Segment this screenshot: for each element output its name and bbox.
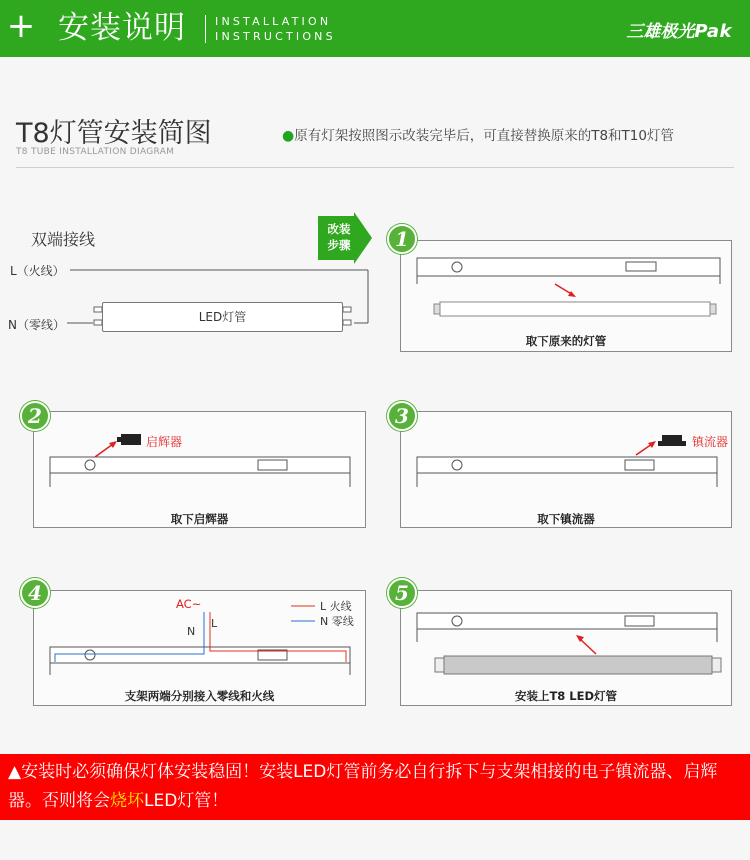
- step-4-caption: 支架两端分别接入零线和火线: [124, 689, 275, 703]
- step-2-caption: 取下启辉器: [170, 512, 229, 526]
- step-number-4: 4: [20, 578, 50, 608]
- section-divider: [16, 167, 734, 168]
- header-banner: [0, 0, 750, 57]
- ballast-label: 镇流器: [692, 435, 729, 449]
- section-subtitle: T8 TUBE INSTALLATION DIAGRAM: [16, 147, 175, 157]
- right-pin-bottom: [343, 320, 351, 325]
- header-divider: [205, 15, 206, 43]
- legend-neutral: N 零线: [320, 615, 354, 628]
- starter-label: 启辉器: [146, 435, 183, 449]
- left-pin-top: [94, 307, 102, 312]
- wiring-diagram: [0, 180, 400, 360]
- step-number-1: 1: [387, 224, 417, 254]
- step-arrow-label: [320, 221, 358, 253]
- section-note-text: 原有灯架按照图示改装完毕后，可直接替换原来的T8和T10灯管: [294, 128, 674, 144]
- warning-highlight: 烧坏: [110, 791, 144, 811]
- step-arrow-line1: 改装: [327, 222, 351, 236]
- brand-en: Pak: [694, 21, 732, 42]
- step-5-caption: 安装上T8 LED灯管: [514, 689, 618, 703]
- step-number-5: 5: [387, 578, 417, 608]
- warning-prefix: ▲安装时必须确保灯体安装稳固！安装LED灯管前务必自行拆下与支架相接的电子镇流器、启辉器。否则将会: [8, 762, 718, 811]
- section-note: [282, 124, 674, 144]
- led-tube-label: LED灯管: [198, 310, 247, 324]
- wiring-title: 双端接线: [31, 230, 96, 249]
- step-1-caption: 取下原来的灯管: [525, 334, 607, 348]
- ac-label: AC~: [176, 597, 202, 611]
- step-number-2: 2: [20, 401, 50, 431]
- neutral-wire-label: N（零线）: [8, 318, 65, 332]
- live-l-label: L: [211, 617, 218, 630]
- brand-logo: [626, 17, 732, 42]
- warning-suffix: LED灯管！: [144, 791, 229, 811]
- left-pin-bottom: [94, 320, 102, 325]
- step-3-caption: 取下镇流器: [537, 512, 595, 526]
- right-pin-top: [343, 307, 351, 312]
- section-title: T8灯管安装简图: [16, 118, 212, 149]
- legend-live: L 火线: [320, 600, 352, 613]
- step-number-3: 3: [387, 401, 417, 431]
- green-dot-icon: ●: [282, 128, 295, 144]
- plus-icon: +: [6, 6, 36, 46]
- header-en-line1: INSTALLATION: [215, 15, 332, 28]
- header-en-line2: INSTRUCTIONS: [215, 30, 336, 43]
- live-wire-label: L（火线）: [10, 264, 65, 278]
- step-arrow-line2: 步骤: [327, 238, 351, 252]
- warning-text: [8, 758, 748, 816]
- page-title: 安装说明: [58, 10, 186, 46]
- brand-cn: 三雄极光: [626, 22, 695, 42]
- neutral-n-label: N: [187, 625, 196, 638]
